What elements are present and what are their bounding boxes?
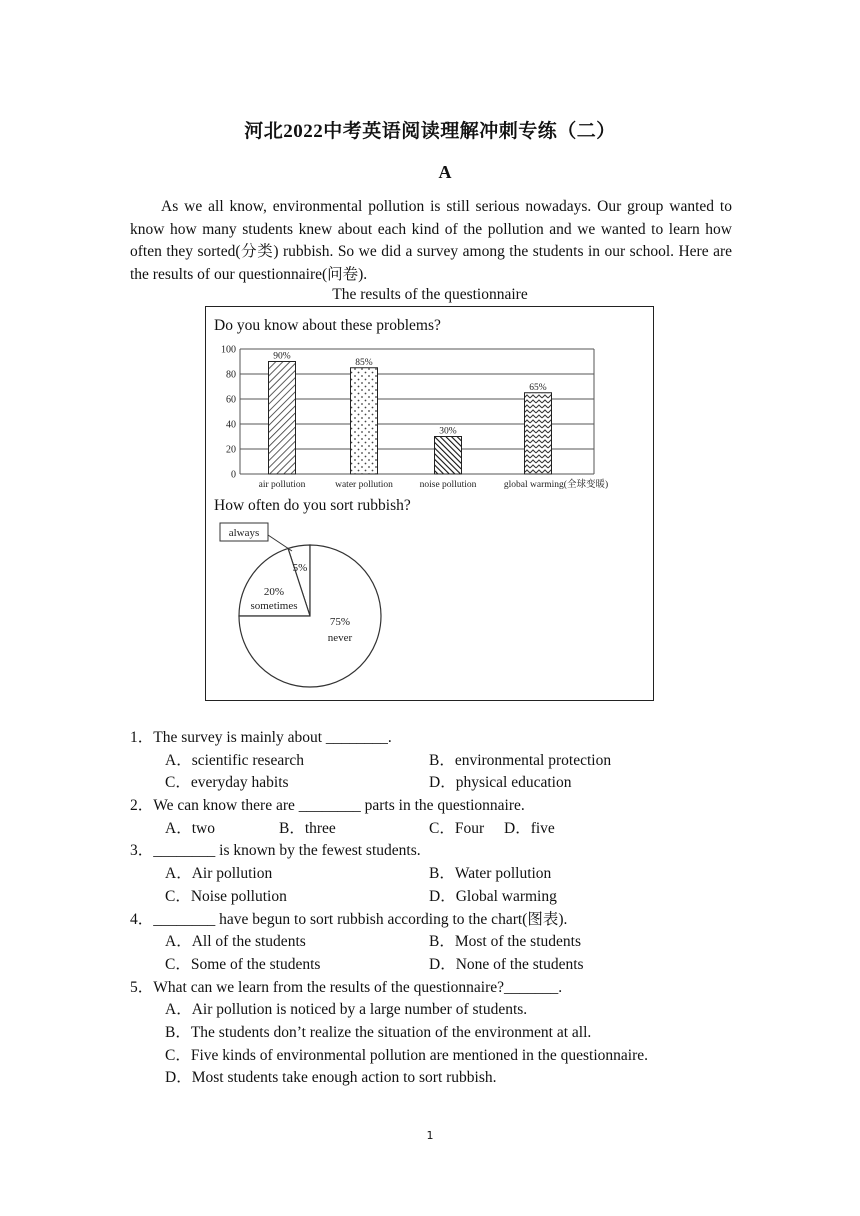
- slice-label: never: [327, 632, 353, 644]
- option-row: [130, 818, 750, 841]
- x-tick-label: noise pollution: [419, 480, 477, 490]
- answer-option: B．The students don’t realize the situation of the environment at all.: [165, 1023, 592, 1041]
- question-number: 4．: [130, 910, 154, 928]
- bar-data-label: 90%: [273, 351, 291, 362]
- answer-option: C．Five kinds of environmental pollution are mentioned in the questionnaire.: [165, 1046, 648, 1064]
- bar: [435, 437, 462, 475]
- y-tick-label: 80: [226, 369, 236, 381]
- answer-option: D．None of the students: [429, 955, 584, 973]
- pie-chart: [206, 521, 653, 696]
- figure-caption: The results of the questionnaire: [332, 286, 528, 303]
- bar: [269, 362, 296, 475]
- question-number: 3．: [130, 842, 154, 860]
- question-number: 2．: [130, 797, 154, 815]
- answer-option: A．two: [165, 819, 215, 837]
- passage-paragraph: As we all know, environmental pollution is still serious nowadays. Our group wanted to know how many students knew about each kind of the pollution and we wanted to learn how often they sorted(分类) rubbish. So we did a survey among the students in our school. Here are the results of our questionnaire(问卷).: [130, 198, 732, 283]
- y-tick-label: 60: [226, 394, 236, 406]
- slice-value-label: 75%: [329, 616, 351, 628]
- question-number: 1．: [130, 729, 154, 746]
- bar-data-label: 30%: [439, 426, 457, 437]
- bar-data-label: 85%: [355, 357, 373, 368]
- bar-data-label: 65%: [529, 382, 547, 393]
- answer-option: B．Most of the students: [429, 933, 581, 951]
- y-tick-label: 100: [221, 344, 236, 356]
- slice-label: sometimes: [250, 600, 298, 612]
- question-text: ________ is known by the fewest students.: [153, 842, 421, 860]
- option-row: [130, 1045, 750, 1068]
- answer-option: A．Air pollution: [165, 865, 273, 883]
- option-row: [130, 931, 750, 954]
- answer-option: C．Four: [429, 819, 485, 837]
- slice-value-label: 20%: [263, 586, 285, 598]
- bar: [351, 368, 378, 474]
- passage: [130, 196, 732, 286]
- page-number: 1: [426, 1129, 434, 1142]
- answer-option: D．Global warming: [429, 887, 557, 905]
- question-stem: [130, 727, 750, 750]
- question-text: ________ have begun to sort rubbish according to the chart(图表).: [153, 910, 568, 928]
- option-row: [130, 863, 750, 886]
- question-stem: [130, 977, 750, 1000]
- question-list: [130, 727, 750, 1090]
- y-tick-label: 20: [226, 444, 236, 456]
- section-heading: A: [438, 162, 452, 182]
- question-number: 5．: [130, 978, 154, 996]
- answer-option: D．Most students take enough action to sort rubbish.: [165, 1069, 497, 1087]
- page-title: 河北2022中考英语阅读理解冲刺专练（二）: [244, 121, 616, 142]
- bar: [525, 393, 552, 474]
- answer-option: B．environmental protection: [429, 751, 612, 769]
- answer-option: B．three: [279, 819, 336, 837]
- answer-option: C．everyday habits: [165, 774, 289, 792]
- question-stem: [130, 795, 750, 818]
- option-row: [130, 1022, 750, 1045]
- option-row: [130, 999, 750, 1022]
- callout-line: [268, 535, 292, 551]
- answer-option: C．Noise pollution: [165, 887, 287, 905]
- option-row: [130, 1067, 750, 1090]
- y-tick-label: 40: [226, 419, 236, 431]
- bar-chart: [206, 339, 653, 519]
- bar-chart-title: Do you know about these problems?: [214, 317, 441, 334]
- answer-option: D．five: [504, 819, 555, 837]
- option-row: [130, 772, 750, 795]
- option-row: [130, 886, 750, 909]
- option-row: [130, 750, 750, 773]
- slice-label: always: [228, 527, 260, 539]
- x-tick-label: water pollution: [335, 480, 393, 490]
- slice-value-label: 5%: [292, 562, 308, 574]
- question-text: The survey is mainly about ________.: [153, 729, 392, 746]
- pie-chart-title: How often do you sort rubbish?: [214, 497, 411, 514]
- answer-option: D．physical education: [429, 774, 572, 792]
- answer-option: C．Some of the students: [165, 955, 321, 973]
- question-stem: [130, 909, 750, 932]
- option-row: [130, 954, 750, 977]
- y-tick-label: 0: [231, 469, 236, 481]
- question-stem: [130, 840, 750, 863]
- answer-option: B．Water pollution: [429, 865, 552, 883]
- x-tick-label: air pollution: [258, 480, 306, 490]
- answer-option: A．All of the students: [165, 933, 306, 951]
- x-tick-label: global warming(全球变暖): [503, 480, 609, 490]
- question-text: What can we learn from the results of the questionnaire?_______.: [153, 978, 563, 996]
- answer-option: A．scientific research: [165, 751, 305, 769]
- questionnaire-figure: [205, 306, 654, 701]
- question-text: We can know there are ________ parts in the questionnaire.: [153, 797, 525, 815]
- answer-option: A．Air pollution is noticed by a large number of students.: [165, 1001, 528, 1019]
